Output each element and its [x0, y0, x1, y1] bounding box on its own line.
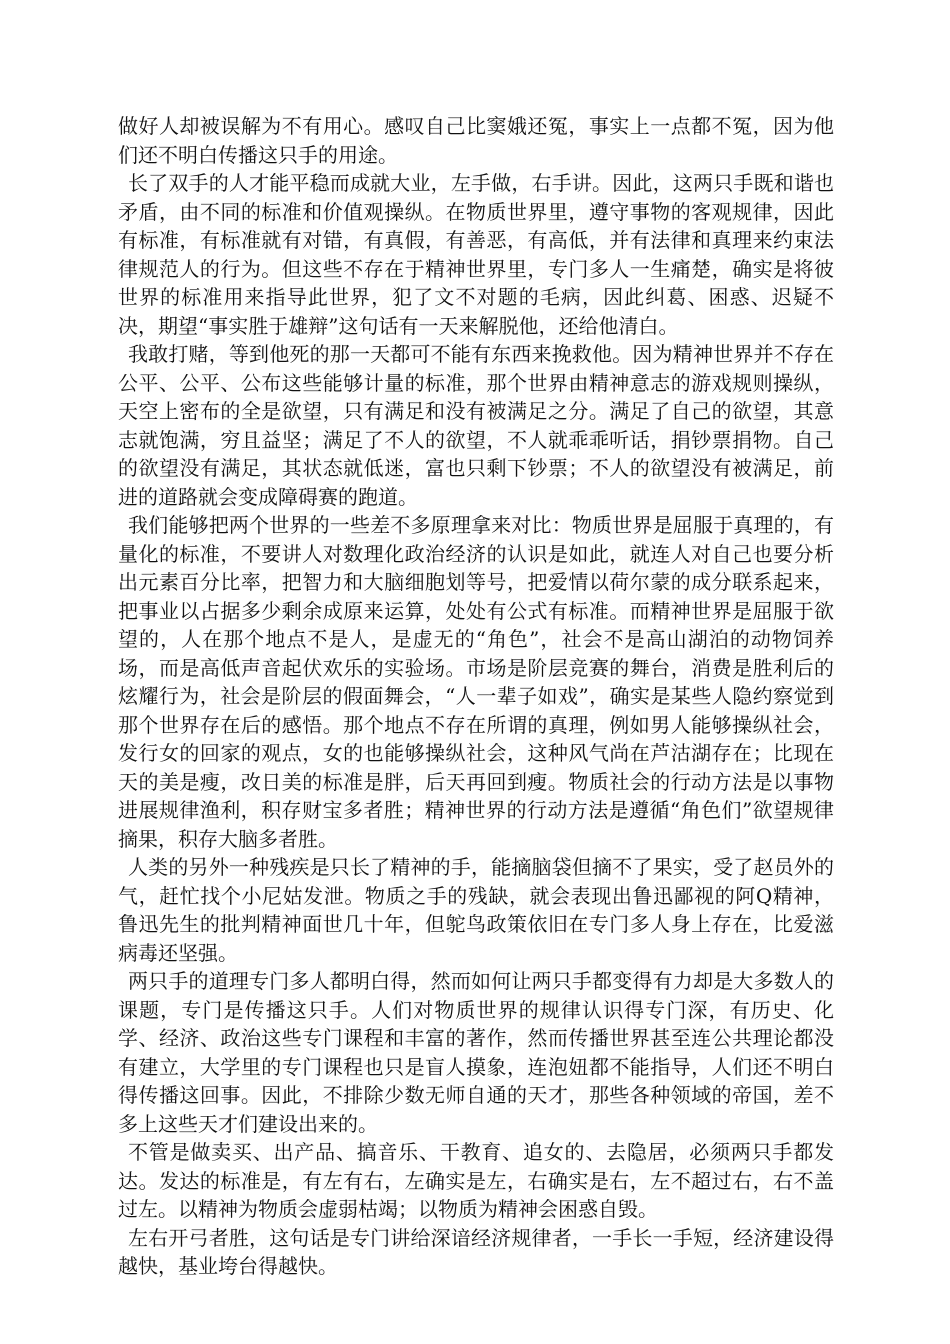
paragraph-6: 两只手的道理专门多人都明白得，然而如何让两只手都变得有力却是大多数人的课题，专门是传播这只手。人们对物质世界的规律认识得专门深，有历史、化学、经济、政治这些专门课程和丰富的著作，然而传播世界甚至连公共理论都没有建立，大学里的专门课程也只是盲人摸象，连泡妞都不能指导，人们还不明白得传播这回事。因此，不排除少数无师自通的天才，那些各种领域的帝国，差不多上这些天才们建设出来的。: [118, 969, 834, 1136]
paragraph-8: 左右开弓者胜，这句话是专门讲给深谙经济规律者，一手长一手短，经济建设得越快，基业垮台得越快。: [118, 1225, 834, 1278]
paragraph-3: 我敢打赌，等到他死的那一天都可不能有东西来挽救他。因为精神世界并不存在公平、公平、公布这些能够计量的标准，那个世界由精神意志的游戏规则操纵，天空上密布的全是欲望，只有满足和没有被满足之分。满足了自己的欲望，其意志就饱满，穷且益坚；满足了不人的欲望，不人就乖乖听话，捐钞票捐物。自己的欲望没有满足，其状态就低迷，富也只剩下钞票；不人的欲望没有被满足，前进的道路就会变成障碍赛的跑道。: [118, 342, 834, 509]
paragraph-4: 我们能够把两个世界的一些差不多原理拿来对比：物质世界是屈服于真理的，有量化的标准，不要讲人对数理化政治经济的认识是如此，就连人对自己也要分析出元素百分比率，把智力和大脑细胞划等号，把爱情以荷尔蒙的成分联系起来，把事业以占据多少剩余成原来运算，处处有公式有标准。而精神世界是屈服于欲望的，人在那个地点不是人，是虚无的“角色”，社会不是高山湖泊的动物饲养场，而是高低声音起伏欢乐的实验场。市场是阶层竞赛的舞台，消费是胜利后的炫耀行为，社会是阶层的假面舞会，“人一辈子如戏”，确实是某些人隐约察觉到那个世界存在后的感悟。那个地点不存在所谓的真理，例如男人能够操纵社会，发行女的回家的观点，女的也能够操纵社会，这种风气尚在芦沽湖存在；比现在天的美是瘦，改日美的标准是胖，后天再回到瘦。物质社会的行动方法是以事物进展规律渔利，积存财宝多者胜；精神世界的行动方法是遵循“角色们”欲望规律摘果，积存大脑多者胜。: [118, 513, 834, 851]
paragraph-7: 不管是做卖买、出产品、搞音乐、干教育、追女的、去隐居，必须两只手都发达。发达的标准是，有左有右，左确实是左，右确实是右，左不超过右，右不盖过左。以精神为物质会虚弱枯竭；以物质为精神会困惑自毁。: [118, 1140, 834, 1221]
paragraph-1: 做好人却被误解为不有用心。感叹自己比窦娥还冤，事实上一点都不冤，因为他们还不明白传播这只手的用途。: [118, 114, 834, 167]
document-page: [118, 112, 834, 1278]
paragraph-5: 人类的另外一种残疾是只长了精神的手，能摘脑袋但摘不了果实，受了赵员外的气，赶忙找个小尼姑发泄。物质之手的残缺，就会表现出鲁迅鄙视的阿Q精神，鲁迅先生的批判精神面世几十年，但鸵鸟政策依旧在专门多人身上存在，比爱滋病毒还坚强。: [118, 855, 834, 965]
paragraph-2: 长了双手的人才能平稳而成就大业，左手做，右手讲。因此，这两只手既和谐也矛盾，由不同的标准和价值观操纵。在物质世界里，遵守事物的客观规律，因此有标准，有标准就有对错，有真假，有善恶，有高低，并有法律和真理来约束法律规范人的行为。但这些不存在于精神世界里，专门多人一生痛楚，确实是将彼世界的标准用来指导此世界，犯了文不对题的毛病，因此纠葛、困惑、迟疑不决，期望“事实胜于雄辩”这句话有一天来解脱他，还给他清白。: [118, 171, 834, 338]
